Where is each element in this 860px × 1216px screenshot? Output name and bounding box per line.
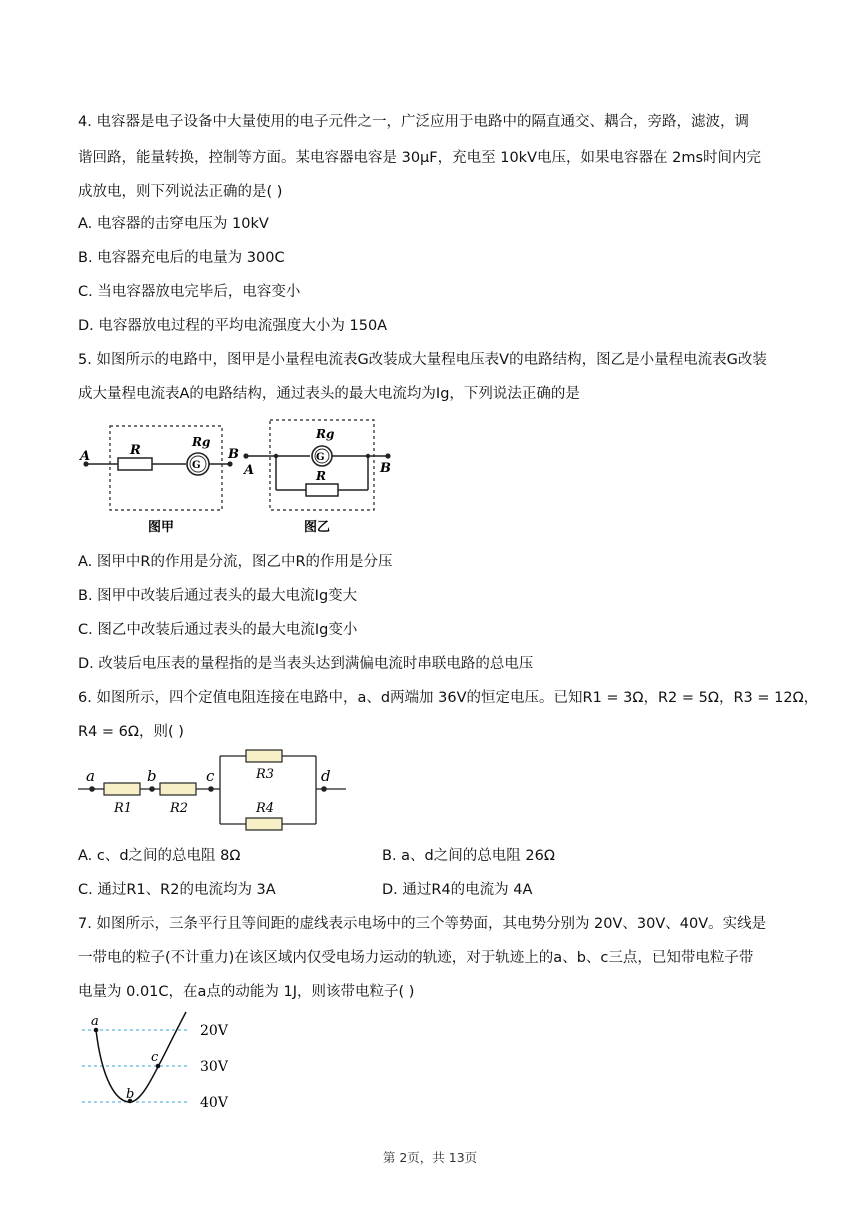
label-rg-yi: Rg [316,427,335,441]
label-g-jia: G [192,460,201,471]
q7-stem-line-2: 一带电的粒子(不计重力)在该区域内仅受电场力运动的轨迹，对于轨迹上的a、b、c三点，已知带电粒子带 [78,950,754,966]
figure-yi-circuit [242,420,391,535]
node-d-label: d [321,767,331,785]
q4-option-b: B. 电容器充电后的电量为 300C [78,250,285,266]
point-a-label: a [91,1014,99,1029]
terminal-a-jia: A [80,449,91,464]
q4-option-a: A. 电容器的击穿电压为 10kV [78,216,269,232]
r2-label: R2 [170,801,189,816]
q7-field-trajectory-figure [78,1010,258,1110]
point-b-label: b [126,1087,135,1102]
resistor-r2 [160,783,196,795]
terminal-b-jia: B [228,447,239,462]
point-c-label: c [151,1050,159,1065]
potential-label-40v: 40V [200,1095,228,1110]
potential-label-20v: 20V [200,1023,228,1039]
resistor-r1 [104,783,140,795]
q6-resistor-network-figure [78,744,358,836]
caption-yi: 图乙 [304,520,331,535]
q5-option-c: C. 图乙中改装后通过表头的最大电流Ig变小 [78,622,358,638]
q4-stem-line-3: 成放电，则下列说法正确的是( ) [78,184,283,200]
q6-option-d: D. 通过R4的电流为 4A [382,882,533,898]
q6-stem-line-1: 6. 如图所示，四个定值电阻连接在电路中，a、d两端加 36V的恒定电压。已知R1 = 3Ω，R2 = 5Ω，R3 = 12Ω， [78,690,819,706]
resistor-r-jia [118,458,152,470]
q5-stem-line-2: 成大量程电流表A的电路结构，通过表头的最大电流均为Ig，下列说法正确的是 [78,386,580,402]
q4-option-d: D. 电容器放电过程的平均电流强度大小为 150A [78,318,388,334]
q5-option-d: D. 改装后电压表的量程指的是当表头达到满偏电流时串联电路的总电压 [78,656,534,672]
node-b-label: b [147,767,157,785]
q6-option-c: C. 通过R1、R2的电流均为 3A [78,882,276,898]
q7-stem-line-3: 电量为 0.01C，在a点的动能为 1J，则该带电粒子( ) [78,984,415,1000]
q5-circuit-figure [78,416,398,538]
label-r-jia: R [130,443,141,458]
q4-option-c: C. 当电容器放电完毕后，电容变小 [78,284,301,300]
q6-stem-line-2: R4 = 6Ω，则( ) [78,724,184,740]
r3-label: R3 [256,767,275,782]
node-a-label: a [86,767,95,785]
figure-jia-circuit [78,426,239,535]
label-rg-jia: Rg [192,435,211,449]
q5-option-b: B. 图甲中改装后通过表头的最大电流Ig变大 [78,588,358,604]
q7-stem-line-1: 7. 如图所示，三条平行且等间距的虚线表示电场中的三个等势面，其电势分别为 20V、30V、40V。实线是 [78,916,767,932]
r4-label: R4 [256,801,275,816]
terminal-a-yi: A [244,463,255,478]
resistor-r-yi [306,484,338,496]
q6-option-b: B. a、d之间的总电阻 26Ω [382,848,555,864]
q5-option-a: A. 图甲中R的作用是分流，图乙中R的作用是分压 [78,554,393,570]
label-g-yi: G [316,452,325,463]
terminal-b-yi: B [380,461,391,476]
q4-stem-line-1: 4. 电容器是电子设备中大量使用的电子元件之一，广泛应用于电路中的隔直通交、耦合，旁路，滤波，调 [78,114,749,130]
caption-jia: 图甲 [148,520,175,535]
label-r-yi: R [316,469,326,483]
q6-option-a: A. c、d之间的总电阻 8Ω [78,848,241,864]
resistor-r3 [246,750,282,762]
potential-label-30v: 30V [200,1059,228,1075]
q5-stem-line-1: 5. 如图所示的电路中，图甲是小量程电流表G改装成大量程电压表V的电路结构，图乙是小量程电流表G改装 [78,352,767,368]
particle-trajectory [96,1012,186,1102]
resistor-r4 [246,818,282,830]
node-c-label: c [206,767,215,785]
r1-label: R1 [114,801,133,816]
q4-stem-line-2: 谐回路，能量转换，控制等方面。某电容器电容是 30μF，充电至 10kV电压，如果电容器在 2ms时间内完 [78,150,762,166]
page-footer: 第 2页，共 13页 [382,1150,478,1165]
